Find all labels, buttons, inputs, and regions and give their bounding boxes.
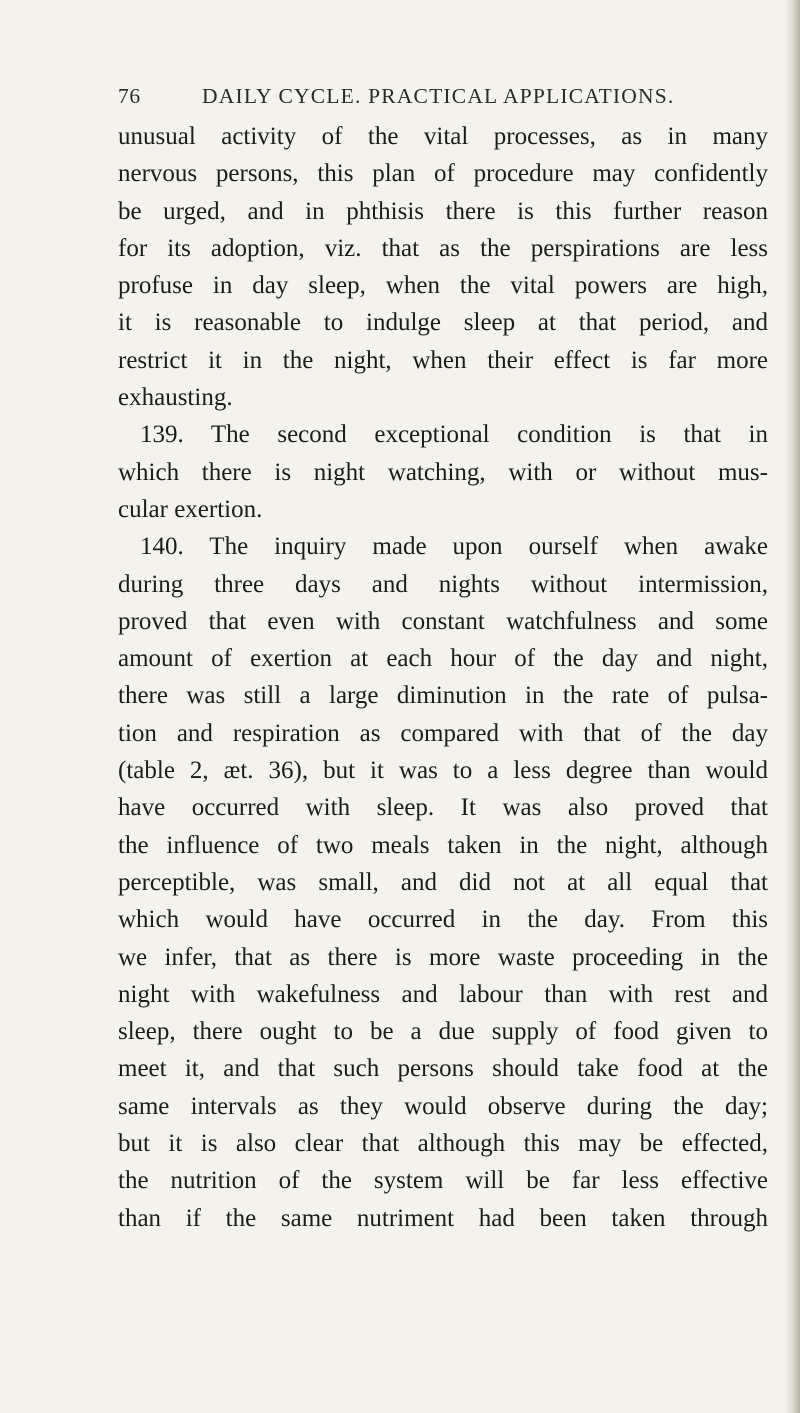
text-line: exhausting. [118, 384, 233, 412]
text-line: we infer, that as there is more waste proceeding in the [118, 943, 768, 971]
running-title: DAILY CYCLE. PRACTICAL APPLICATIONS. [202, 84, 675, 108]
text-line: sleep, there ought to be a due supply of food given to [118, 1018, 768, 1046]
text-line: amount of exertion at each hour of the day and night, [118, 645, 768, 673]
text-line: it is reasonable to indulge sleep at that period, and [118, 309, 768, 337]
text-line: but it is also clear that although this may be effected, [118, 1130, 768, 1158]
text-line: than if the same nutriment had been taken through [118, 1204, 768, 1232]
page-edge-shadow [784, 0, 800, 1413]
text-line: be urged, and in phthisis there is this further reason [118, 197, 768, 225]
text-line: there was still a large diminution in the rate of pulsa- [118, 682, 768, 710]
running-head [118, 84, 758, 114]
text-line: nervous persons, this plan of procedure may confidently [118, 160, 768, 188]
text-line: meet it, and that such persons should take food at the [118, 1055, 768, 1083]
text-line: tion and respiration as compared with that of the day [118, 719, 768, 747]
text-line: proved that even with constant watchfulness and some [118, 607, 768, 635]
text-line: have occurred with sleep. It was also proved that [118, 794, 768, 822]
text-line: during three days and nights without intermission, [118, 570, 768, 598]
text-line: unusual activity of the vital processes, as in many [118, 123, 768, 150]
text-line: the influence of two meals taken in the night, although [118, 831, 768, 859]
text-line: cular exertion. [118, 495, 263, 523]
text-line: night with wakefulness and labour than with rest and [118, 980, 768, 1008]
text-line: which would have occurred in the day. From this [118, 906, 768, 934]
text-line: for its adoption, viz. that as the perspirations are less [118, 234, 768, 262]
text-line: (table 2, æt. 36), but it was to a less degree than would [118, 757, 768, 785]
text-line: the nutrition of the system will be far less effective [118, 1167, 768, 1195]
text-line: restrict it in the night, when their effect is far more [118, 346, 768, 374]
text-line: perceptible, was small, and did not at all equal that [118, 868, 768, 896]
text-line: same intervals as they would observe during the day; [118, 1092, 768, 1120]
paragraph-139-start: 139. The second exceptional condition is that in [140, 421, 768, 449]
text-line: profuse in day sleep, when the vital powers are high, [118, 272, 768, 300]
page-number: 76 [118, 84, 141, 108]
body-text [118, 118, 768, 1237]
text-line: which there is night watching, with or without mus- [118, 458, 768, 486]
paragraph-140-start: 140. The inquiry made upon ourself when awake [140, 533, 768, 561]
